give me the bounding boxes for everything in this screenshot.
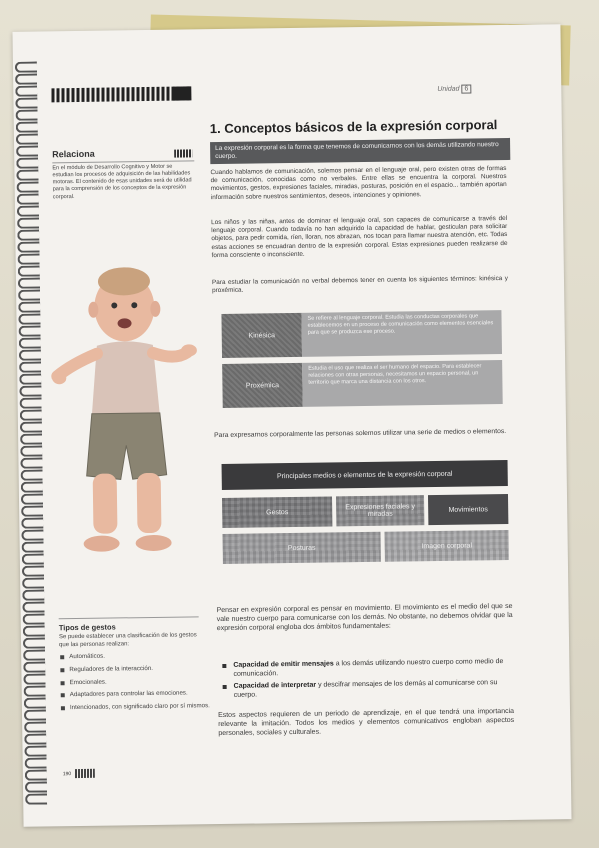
- spiral-ring: [22, 565, 44, 576]
- spiral-ring: [23, 637, 45, 648]
- diagram-intro: Para expresarnos corporalmente las personas solemos utilizar una serie de medios o elementos.: [214, 428, 507, 440]
- spiral-ring: [20, 421, 42, 432]
- fundamental-text: a los demás utilizando nuestro cuerpo como medio de comunicación.: [233, 658, 504, 678]
- spiral-ring: [15, 62, 37, 73]
- spiral-ring: [20, 397, 42, 408]
- section-title: 1. Conceptos básicos de la expresión corporal: [209, 117, 498, 137]
- spiral-ring: [22, 541, 44, 552]
- spiral-ring: [22, 601, 44, 612]
- page-number: 190: [62, 771, 72, 778]
- gestos-intro: Se puede establecer una clasificación de los gestos que las personas realizan:: [58, 632, 197, 649]
- spiral-ring: [24, 745, 46, 756]
- term-row-kinesica: [221, 310, 502, 358]
- fundamental-text: y descifrar mensajes de los demás al comunicarse con su cuerpo.: [233, 679, 498, 700]
- spiral-ring: [17, 206, 39, 217]
- spiral-ring: [17, 182, 39, 193]
- paragraph: Cuando hablamos de comunicación, solemos pensar en el lenguaje oral, pero existen otras de formas de comunicación, conocidas como no verbales. Entre ellas se encuentra la corporal. Nuestros movimientos, gestos, expresiones faciales, miradas, posturas, posición en el espacio... también aportan información sobre nuestros sentimientos, deseos, intenciones y opiniones.: [210, 164, 507, 201]
- spiral-ring: [24, 697, 46, 708]
- spiral-ring: [16, 122, 38, 133]
- spiral-ring: [23, 625, 45, 636]
- term-label: Proxémica: [222, 363, 303, 408]
- spiral-ring: [20, 445, 42, 456]
- spiral-ring: [22, 589, 44, 600]
- spiral-ring: [18, 266, 40, 277]
- spiral-ring: [23, 661, 45, 672]
- fundamental-bold: Capacidad de emitir mensajes: [233, 660, 334, 669]
- closing-paragraph: Pensar en expresión corporal es pensar en movimiento. El movimiento es el medio del que se vale nuestro cuerpo para comunicarse con los demás. No obstante, no debemos olvidar que la expresión corporal engloba dos ámbitos fundamentales:: [216, 602, 513, 632]
- fundamental-bold: Capacidad de interpretar: [233, 681, 317, 691]
- paragraph: Los niños y las niñas, antes de dominar el lenguaje oral, son capaces de comunicarse a través del lenguaje corporal. Cuando todavía no han adquirido la capacidad de hablar, gesticulan para solicitar objetos, para pedir comida, ríen, lloran, nos abrazan, nos tocan para llamar nuestra atención, etc. Todas estas acciones se encuadran dentro de la expresión corporal. Estas expresiones pueden realizarse de forma consciente o inconsciente.: [211, 214, 508, 259]
- unit-label: [437, 85, 471, 92]
- book-page: [12, 24, 571, 827]
- footer-decoration: [75, 769, 95, 778]
- unit-number: 6: [461, 84, 471, 93]
- spiral-ring: [18, 314, 40, 325]
- sidebar-decoration: [174, 149, 192, 157]
- unit-label-text: Unidad: [437, 85, 460, 93]
- list-item: [221, 657, 511, 679]
- list-item: Emocionales.: [60, 677, 210, 687]
- fundamentals-list: [221, 657, 512, 703]
- spiral-ring: [19, 385, 41, 396]
- diagram-item-imagen: Imagen corporal: [384, 530, 508, 562]
- spiral-ring: [23, 649, 45, 660]
- spiral-ring: [19, 349, 41, 360]
- spiral-ring: [21, 481, 43, 492]
- term-description: Estudia el uso que realiza el ser humano del espacio. Para establecer relaciones con otras personas, necesitamos un espacio personal, un territorio que marca una distancia con los otros.: [302, 360, 503, 407]
- list-item: Reguladores de la interacción.: [59, 664, 209, 674]
- spiral-ring: [16, 110, 38, 121]
- baby-photo: [45, 244, 200, 576]
- spiral-ring: [18, 254, 40, 265]
- diagram-heading: Principales medios o elementos de la expresión corporal: [222, 460, 508, 490]
- spiral-ring: [20, 409, 42, 420]
- spiral-ring: [16, 158, 38, 169]
- spiral-ring: [25, 757, 47, 768]
- diagram-item-movimientos: Movimientos: [428, 494, 508, 525]
- gestos-title: Tipos de gestos: [58, 622, 116, 633]
- spiral-ring: [25, 781, 47, 792]
- spiral-ring: [24, 709, 46, 720]
- spiral-ring: [20, 457, 42, 468]
- spiral-ring: [24, 685, 46, 696]
- elements-diagram: [222, 460, 510, 594]
- spiral-ring: [17, 194, 39, 205]
- gestos-divider: [59, 616, 199, 619]
- spiral-ring: [21, 505, 43, 516]
- final-paragraph: Estos aspectos requieren de un periodo de aprendizaje, en el que tendrá una importancia relevante la imitación. Todos los medios y elementos comunicativos engloban aspectos personales, sociales y culturales.: [217, 707, 515, 737]
- spiral-ring: [16, 170, 38, 181]
- spiral-ring: [16, 146, 38, 157]
- spiral-ring: [20, 433, 42, 444]
- spiral-ring: [19, 337, 41, 348]
- list-item: Adaptadores para controlar las emociones.: [60, 689, 210, 699]
- spiral-ring: [21, 517, 43, 528]
- spiral-ring: [21, 529, 43, 540]
- spiral-ring: [19, 361, 41, 372]
- spiral-ring: [15, 74, 37, 85]
- paragraph: Para estudiar la comunicación no verbal debemos tener en cuenta los siguientes términos: kinésica y proxémica.: [211, 274, 509, 295]
- gestos-list: [59, 651, 210, 717]
- spiral-ring: [24, 733, 46, 744]
- list-item: Automáticos.: [59, 651, 209, 661]
- spiral-ring: [22, 553, 44, 564]
- spiral-ring: [17, 242, 39, 253]
- term-label: Kinésica: [221, 313, 302, 358]
- spiral-ring: [22, 577, 44, 588]
- list-item: Intencionados, con significado claro por sí mismos.: [60, 702, 210, 712]
- spiral-ring: [25, 793, 47, 804]
- sidebar-text: En el módulo de Desarrollo Cognitivo y Motor se estudian los procesos de adquisición de las habilidades motoras. El contenido de esas unidades será de utilidad para la comprensión de los conceptos de la expresión corporal.: [52, 163, 192, 200]
- spiral-ring: [15, 86, 37, 97]
- diagram-item-expresiones: Expresiones faciales y miradas: [336, 495, 424, 526]
- spiral-ring: [25, 769, 47, 780]
- spiral-ring: [19, 373, 41, 384]
- spiral-ring: [21, 493, 43, 504]
- spiral-ring: [17, 230, 39, 241]
- definition-box: La expresión corporal es la forma que tenemos de comunicarnos con los demás utilizando nuestro cuerpo.: [210, 138, 510, 164]
- diagram-item-gestos: Gestos: [222, 496, 332, 528]
- diagram-item-posturas: Posturas: [223, 532, 381, 564]
- spiral-ring: [15, 98, 37, 109]
- term-row-proxemica: [222, 360, 503, 408]
- header-decoration: [51, 86, 191, 102]
- spiral-ring: [24, 721, 46, 732]
- spiral-ring: [23, 613, 45, 624]
- spiral-ring: [21, 469, 43, 480]
- spiral-ring: [18, 278, 40, 289]
- spiral-ring: [18, 302, 40, 313]
- spiral-ring: [18, 290, 40, 301]
- term-description: Se refiere al lenguaje corporal. Estudia las conductas corporales que establecemos en un proceso de comunicación como elementos esenciales para que se produzca ese proceso.: [301, 310, 502, 357]
- spiral-ring: [19, 326, 41, 337]
- spiral-ring: [16, 134, 38, 145]
- spiral-ring: [17, 218, 39, 229]
- sidebar-title: Relaciona: [52, 148, 95, 160]
- spiral-ring: [23, 673, 45, 684]
- list-item: [222, 678, 512, 700]
